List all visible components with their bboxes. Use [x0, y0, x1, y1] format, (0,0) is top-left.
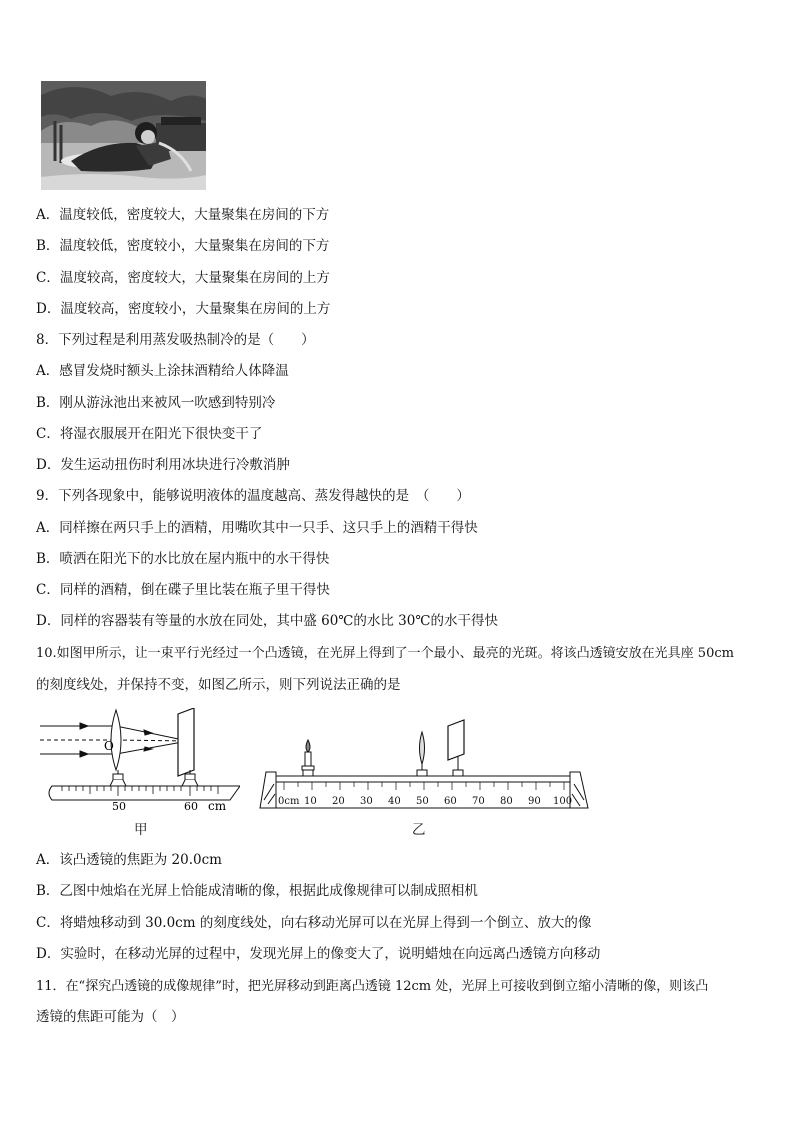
question-illustration-photo — [41, 81, 206, 190]
yi-tick-100: 100 — [553, 796, 573, 807]
yi-tick-90: 90 — [528, 796, 541, 807]
q7-option-b: B．温度较低，密度较小，大量聚集在房间的下方 — [36, 238, 330, 254]
yi-tick-60: 60 — [444, 796, 457, 807]
q9-option-d: D．同样的容器装有等量的水放在同处，其中盛 60℃的水比 30℃的水干得快 — [36, 613, 498, 629]
q10-option-b: B．乙图中烛焰在光屏上恰能成清晰的像，根据此成像规律可以制成照相机 — [36, 883, 478, 899]
q11-stem-line1: 11．在“探究凸透镜的成像规律”时，把光屏移动到距离凸透镜 12cm 处，光屏上可接收到倒立缩小清晰的像，则该凸 — [36, 979, 709, 994]
q9-option-b: B．喷洒在阳光下的水比放在屋内瓶中的水干得快 — [36, 551, 330, 567]
jia-tick-50: 50 — [112, 800, 126, 813]
q7-option-c: C．温度较高，密度较大，大量聚集在房间的上方 — [36, 270, 330, 286]
q8-option-c: C．将湿衣服展开在阳光下很快变干了 — [36, 426, 263, 442]
yi-tick-40: 40 — [388, 796, 401, 807]
yi-tick-0: 0cm — [278, 796, 300, 807]
q10-stem-line1: 10.如图甲所示，让一束平行光经过一个凸透镜，在光屏上得到了一个最小、最亮的光斑。将该凸透镜安放在光具座 50cm — [36, 646, 734, 661]
yi-tick-30: 30 — [360, 796, 373, 807]
q10-option-a: A．该凸透镜的焦距为 20.0cm — [36, 852, 222, 868]
q10-option-d: D．实验时，在移动光屏的过程中，发现光屏上的像变大了，说明蜡烛在向远离凸透镜方向移动 — [36, 946, 601, 962]
q9-option-a: A．同样擦在两只手上的酒精，用嘴吹其中一只手、这只手上的酒精干得快 — [36, 520, 478, 536]
q8-stem: 8．下列过程是利用蒸发吸热制冷的是（ ） — [36, 332, 315, 348]
q7-option-a: A．温度较低，密度较大，大量聚集在房间的下方 — [36, 207, 330, 223]
q7-option-d: D．温度较高，密度较小，大量聚集在房间的上方 — [36, 301, 331, 317]
yi-tick-70: 70 — [472, 796, 485, 807]
q11-stem-line2: 透镜的焦距可能为（ ） — [36, 1009, 185, 1025]
yi-tick-20: 20 — [332, 796, 345, 807]
figure-jia-caption: 甲 — [134, 822, 148, 838]
q9-option-c: C．同样的酒精，倒在碟子里比装在瓶子里干得快 — [36, 582, 330, 598]
jia-tick-60: 60 — [184, 800, 198, 813]
q8-option-b: B．刚从游泳池出来被风一吹感到特别冷 — [36, 395, 276, 411]
jia-unit: cm — [208, 799, 227, 813]
q10-option-c: C．将蜡烛移动到 30.0cm 的刻度线处，向右移动光屏可以在光屏上得到一个倒立、放大的像 — [36, 915, 592, 931]
figure-yi — [254, 708, 594, 813]
q8-option-d: D．发生运动扭伤时利用冰块进行冷敷消肿 — [36, 457, 290, 473]
q10-stem-line2: 的刻度线处，并保持不变，如图乙所示，则下列说法正确的是 — [36, 677, 401, 693]
yi-tick-50: 50 — [416, 796, 429, 807]
figure-jia — [40, 708, 240, 813]
q9-stem: 9．下列各现象中，能够说明液体的温度越高、蒸发得越快的是 （ ） — [36, 488, 470, 504]
jia-label-o: O — [104, 739, 114, 753]
yi-tick-10: 10 — [304, 796, 317, 807]
q8-option-a: A．感冒发烧时额头上涂抹酒精给人体降温 — [36, 363, 289, 379]
yi-tick-80: 80 — [500, 796, 513, 807]
figure-yi-caption: 乙 — [412, 822, 426, 838]
